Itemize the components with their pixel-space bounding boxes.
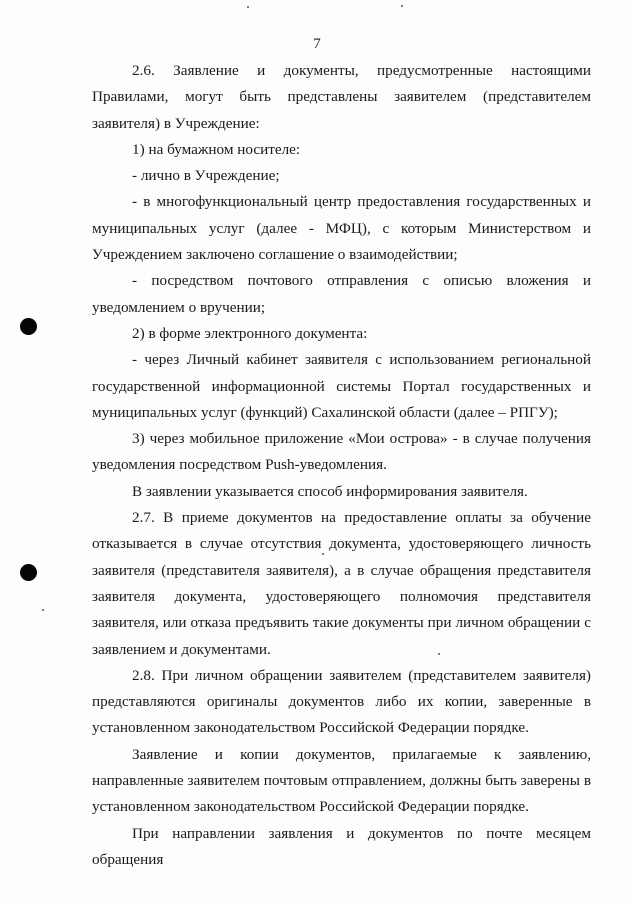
list-item-personal-cabinet: - через Личный кабинет заявителя с использованием региональной государственной информационной системы Портал государственных и муниципальных услуг (функций) Сахалинской области (далее – РПГУ); — [92, 351, 591, 421]
list-item-electronic: 2) в форме электронного документа: — [132, 324, 368, 342]
scan-speck — [42, 609, 44, 611]
paragraph-postal-copies: Заявление и копии документов, прилагаемые к заявлению, направленные заявителем почтовым отправлением, должны быть заверены в установленном законодательством Российской Федерации порядке. — [92, 745, 591, 816]
list-item-mfc: - в многофункциональный центр предоставления государственных и муниципальных услуг (далее - МФЦ), с которым Министерством и Учреждением заключено соглашение о взаимодействии; — [92, 193, 591, 264]
punch-hole-bottom — [20, 564, 37, 581]
paragraph-2-6: 2.6. Заявление и документы, предусмотренные настоящими Правилами, могут быть представлены заявителем (представителем заявителя) в Учреждение: — [92, 62, 591, 132]
list-item-postal: - посредством почтового отправления с описью вложения и уведомлением о вручении; — [92, 272, 591, 316]
list-item-in-person: - лично в Учреждение; — [132, 167, 280, 185]
list-item-paper: 1) на бумажном носителе: — [132, 140, 301, 158]
paragraph-2-8: 2.8. При личном обращении заявителем (представителем заявителя) представляются оригиналы документов либо их копии, заверенные в установленном законодательством Российской Федерации порядке. — [92, 666, 591, 737]
list-item-mobile-app: 3) через мобильное приложение «Мои острова» - в случае получения уведомления посредством Push-уведомления. — [92, 430, 591, 474]
page-number: 7 — [313, 36, 321, 52]
paragraph-postal-month: При направлении заявления и документов по почте месяцем обращения — [92, 824, 591, 868]
document-body — [92, 58, 591, 873]
scan-speck — [247, 6, 249, 8]
paragraph-2-7: 2.7. В приеме документов на предоставление оплаты за обучение отказывается в случае отсутствия документа, удостоверяющего личность заявителя (представителя заявителя), а в случае обращения представителя заявителя документа, удостоверяющего полномочия представителя заявителя, или отказа предъявить такие документы при личном обращении с заявлением и документами. — [92, 509, 591, 658]
paragraph-notification-method: В заявлении указывается способ информирования заявителя. — [132, 482, 528, 500]
punch-hole-top — [20, 318, 37, 335]
scan-speck — [401, 5, 403, 7]
